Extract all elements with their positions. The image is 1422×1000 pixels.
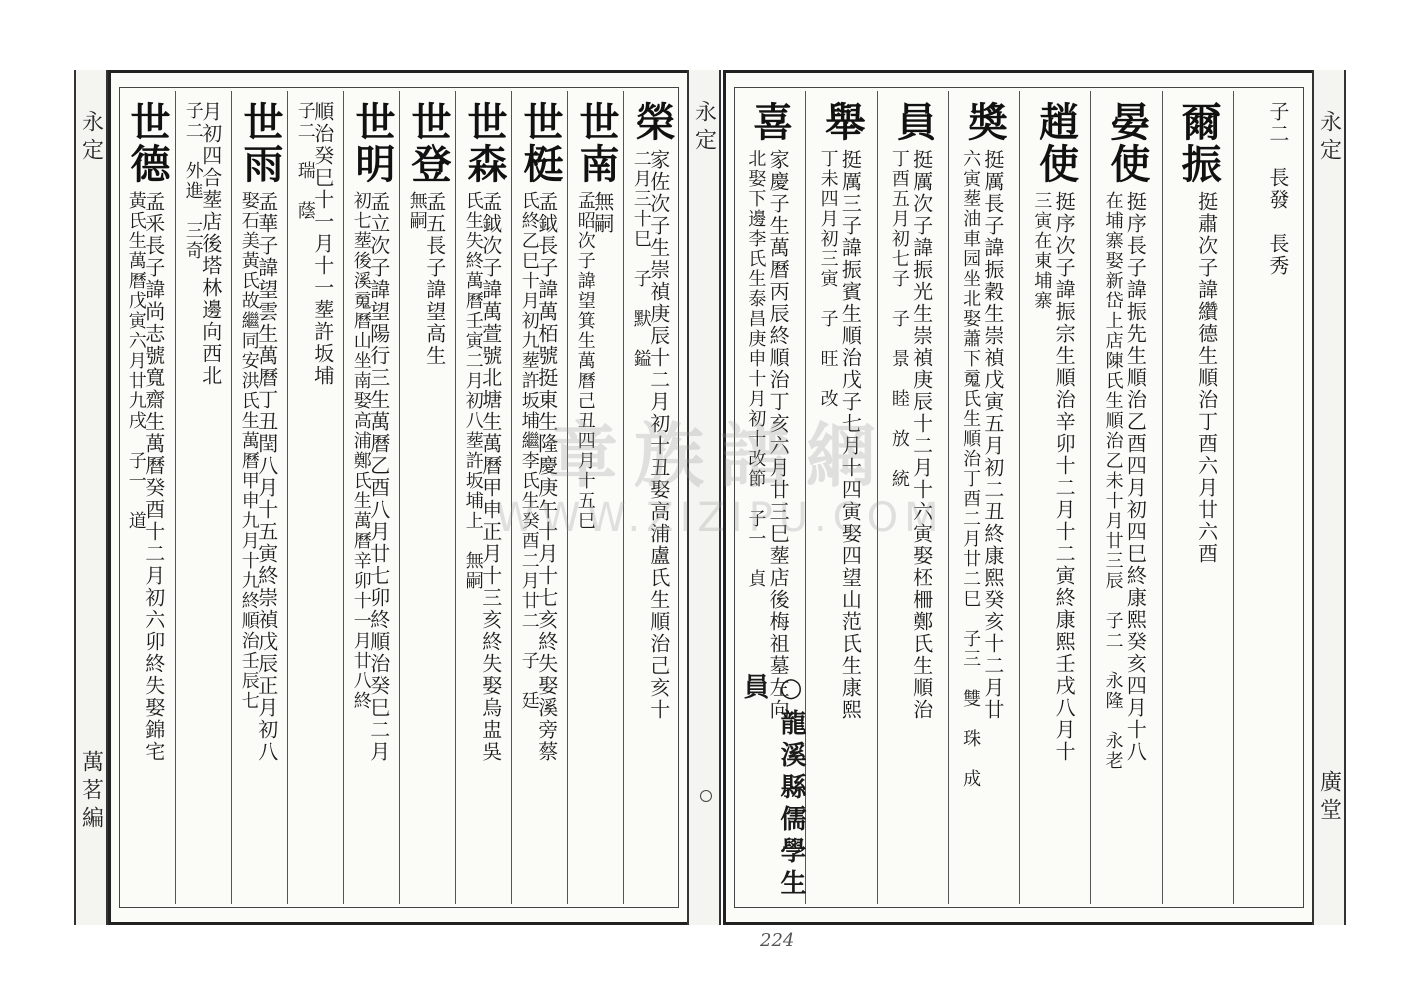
genealogy-column: [805, 91, 877, 904]
biography-text: 孟立次子諱望陽行三生萬曆乙酉八月廿七卯終順治癸巳二月: [366, 191, 391, 763]
genealogy-column: [1162, 91, 1234, 904]
person-name: 員: [890, 101, 938, 143]
right-outer-margin: [1312, 70, 1346, 925]
person-name: 趙使: [1032, 101, 1080, 185]
person-name: 喜: [746, 101, 794, 143]
person-name: 爾振: [1175, 101, 1223, 185]
biography-subline: 六寅塟油車园坐北娶蕭下䰟氏生順治丁酉二月廿二巳 子三 雙 珠 成: [960, 149, 982, 789]
biography-subline: 子二 外進 三奇: [182, 101, 204, 261]
biography-text: 月初四合塟店後塔林邊向西北: [198, 101, 223, 387]
page-number: 224: [760, 930, 795, 951]
person-name: 晏使: [1103, 101, 1151, 185]
genealogy-column: [623, 91, 680, 904]
person-name: 舉: [818, 101, 866, 143]
genealogy-column: [877, 91, 949, 904]
biography-text: 家佐次子生崇禎庚辰十二月初十丑娶高浦盧氏生順治己亥十: [646, 149, 671, 721]
person-name: 世梃: [517, 101, 564, 185]
biography-subline: 北娶下邊李氏生泰昌庚申十月初十改節 子一 貞: [745, 149, 767, 589]
biography-text: 挺肅次子諱纘德生順治丁酉六月廿六酉: [1194, 191, 1219, 565]
person-name: 世明: [349, 101, 396, 185]
biography-text: 孟五長子諱望高生: [422, 191, 447, 367]
person-name: 世登: [405, 101, 452, 185]
biography-text: 挺序次子諱振宗生順治辛卯十二月十二寅終康熙壬戌八月十: [1052, 191, 1077, 763]
biography-subline: 娶石美黃氏故繼同安洪氏生萬曆甲申九月十九終順治壬辰七: [238, 191, 260, 711]
fold-title-left: 永定: [691, 100, 717, 156]
biography-subline: 氏生失終萬曆壬寅二月初八塟許坂埔上 無嗣: [462, 191, 484, 591]
left-margin-bottom: 萬茗編: [78, 750, 104, 834]
genealogy-column: [948, 91, 1020, 904]
biography-subline: 在埔寨娶新岱上店陳氏生順治乙未十月廿三辰 子二 永隆 永老: [1102, 191, 1124, 771]
genealogy-column: [455, 91, 512, 904]
person-name: 世南: [573, 101, 620, 185]
biography-subline: 氏終乙巳十月初九塟許坂埔繼李氏生癸酉二月廿二 子 廷: [518, 191, 540, 711]
biography-subline: 黃氏生萬曆戊寅六月廿九戌 子一 道: [125, 191, 147, 531]
genealogy-column: [119, 91, 175, 904]
biography-text: 孟鉞次子諱萬萱號北塘生萬曆甲申正月十三亥終失娶烏盅吳: [478, 191, 503, 763]
person-name: 奬: [961, 101, 1009, 143]
biography-text: 孟釆長子諱尚志號寬齋生萬曆癸酉十二月初六卯終失娶錦宅: [141, 191, 166, 763]
biography-text: 孟華子諱望雲生萬曆丁丑閏八月十五寅終崇禎戊辰正月初八: [254, 191, 279, 763]
author-line: ○龍溪縣儒學生員: [739, 673, 806, 901]
left-margin-title: 永定: [78, 110, 104, 166]
biography-subline: 無嗣: [406, 191, 428, 231]
biography-text: 挺厲次子諱振光生崇禎庚辰十二月十六寅娶柸柵鄭氏生順治: [909, 149, 934, 721]
biography-subline: 三寅在東埔寨: [1031, 191, 1053, 311]
person-name: 世森: [461, 101, 508, 185]
biography-text: 無嗣: [590, 191, 615, 235]
biography-text: 家慶子生萬曆丙辰終順治丁亥六月廿三巳塟店後梅祖墓左向: [766, 149, 791, 721]
genealogy-column: [343, 91, 400, 904]
biography-subline: 丁未四月初三寅 子 旺 改: [817, 149, 839, 409]
biography-text: 挺厲三子諱振賓生順治戊子七月十四寅娶四望山范氏生康熙: [838, 149, 863, 721]
person-name: 世德: [124, 101, 171, 185]
biography-text: 孟鉞長子諱萬栢號挺東生隆慶庚午十月十七亥終失娶溪旁蔡: [534, 191, 559, 763]
genealogy-column: [175, 91, 232, 904]
genealogy-column: [1019, 91, 1091, 904]
genealogy-column: [231, 91, 288, 904]
genealogy-column: [287, 91, 344, 904]
biography-text: 子二 長發 長秀: [1265, 101, 1290, 277]
watermark-url: WWW.ZIZIPU.COM: [495, 495, 945, 541]
biography-subline: 孟昭次子諱望箕生萬曆己丑四月十五巳: [574, 191, 596, 531]
biography-subline: 初七塟後溪䰟曆山坐南娶高浦鄭氏生萬曆辛卯十一月廿八終: [350, 191, 372, 711]
center-fold-right: [692, 70, 722, 925]
left-page: [108, 70, 690, 925]
genealogy-column: [1233, 91, 1305, 904]
genealogy-column: [399, 91, 456, 904]
biography-subline: 子二 瑞 蔭: [294, 101, 316, 221]
left-outer-margin: [74, 70, 108, 925]
biography-subline: 二月三十巳 子 默 鎰: [630, 149, 652, 369]
genealogy-column: [1090, 91, 1162, 904]
genealogy-column: [511, 91, 568, 904]
biography-subline: 丁酉五月初七子 子 景 睦 放 統: [888, 149, 910, 489]
biography-text: 挺厲長子諱振穀生崇禎戊寅五月初二丑終康熙癸亥十二月廿: [980, 149, 1005, 721]
genealogy-column: [567, 91, 624, 904]
person-name: 榮: [629, 101, 676, 143]
watermark-text: 章族譜網: [548, 415, 892, 497]
person-name: 世雨: [237, 101, 284, 185]
biography-text: 順治癸巳十一月十一塟許坂埔: [310, 101, 335, 387]
right-margin-title: 永定: [1316, 110, 1342, 166]
right-margin-bottom: 廣堂: [1316, 770, 1342, 826]
right-page: [723, 70, 1315, 925]
biography-text: 挺序長子諱振先生順治乙酉四月初四巳終康熙癸亥四月十八: [1123, 191, 1148, 763]
